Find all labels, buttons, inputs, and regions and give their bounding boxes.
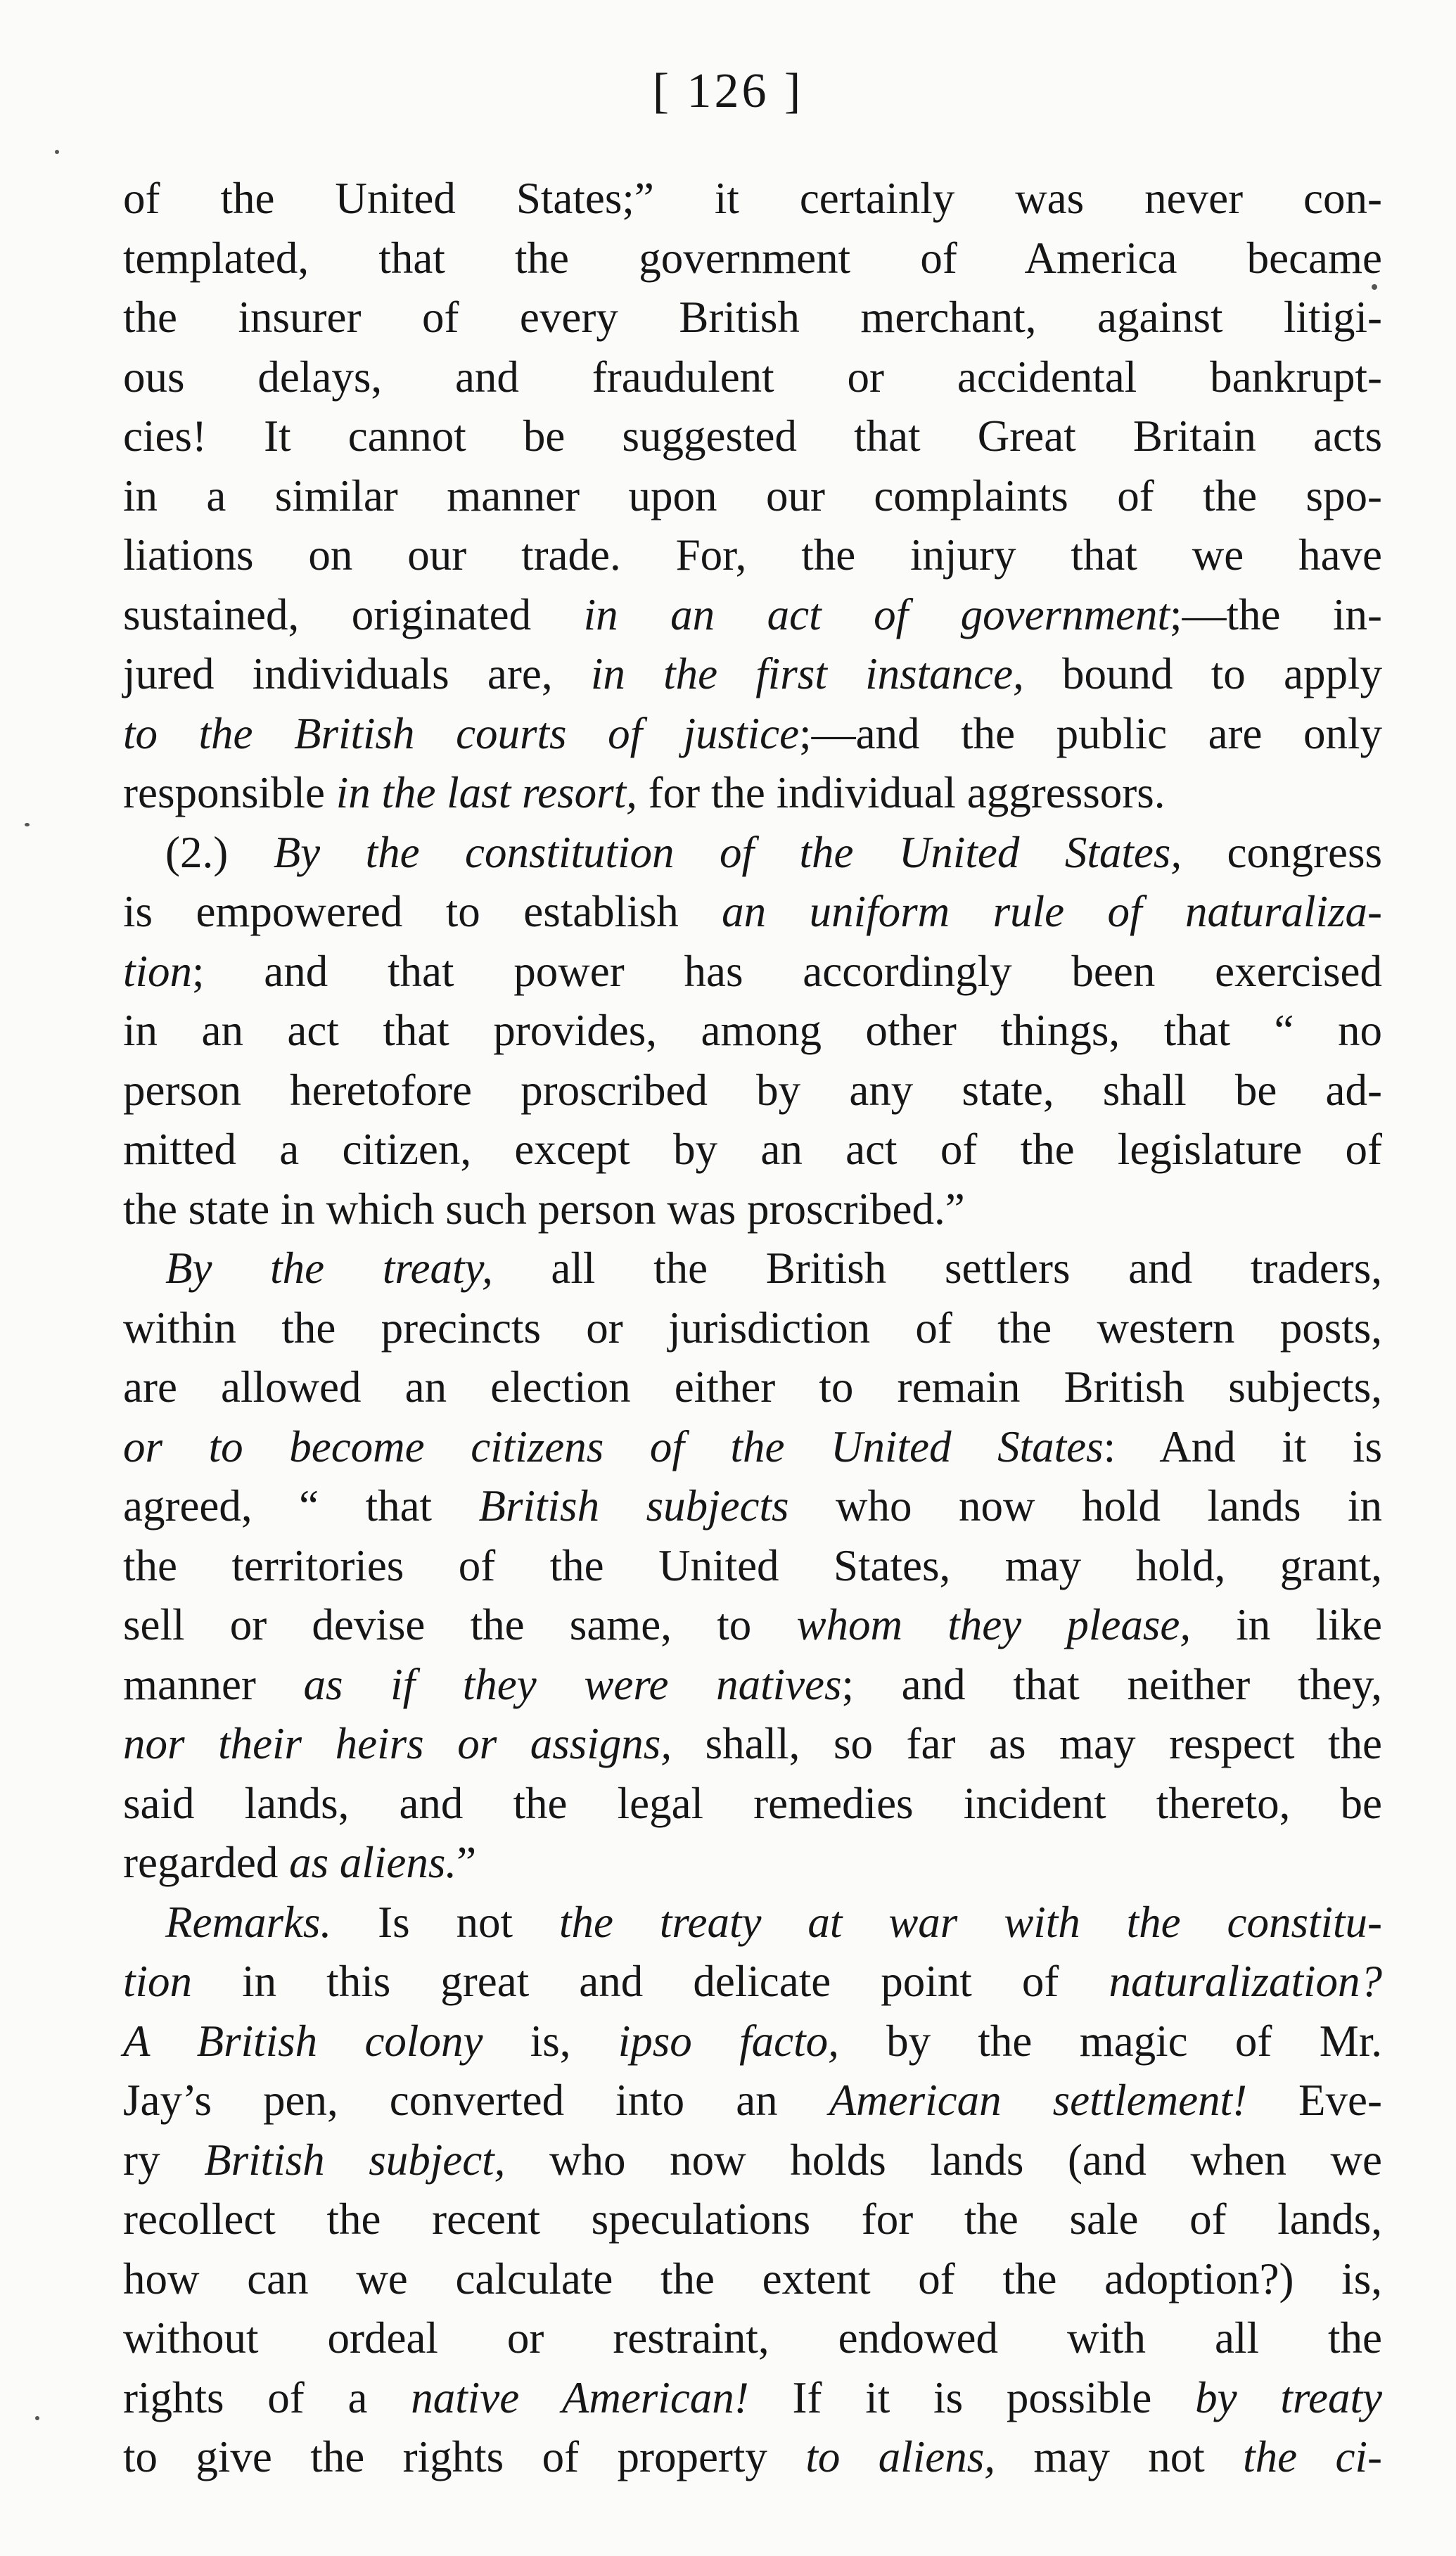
text-run: congress — [1182, 827, 1382, 877]
body-text — [123, 169, 1382, 2487]
text-run: ous delays, and fraudulent or accidental bankrupt- — [123, 352, 1382, 402]
text-run: in this great and delicate point of — [192, 1957, 1109, 2006]
italic-run: Remarks. — [165, 1897, 332, 1947]
italic-run: A British colony — [123, 2016, 483, 2066]
text-run: templated, that the government of America became — [123, 233, 1382, 283]
text-run: are allowed an election either to remain British subjects, — [123, 1362, 1382, 1412]
text-line — [123, 1298, 1382, 1358]
text-line — [123, 2012, 1382, 2071]
italic-run: in an act of government — [583, 589, 1170, 639]
text-line — [123, 525, 1382, 585]
text-run: manner — [123, 1659, 304, 1709]
italic-run: by treaty — [1195, 2372, 1382, 2422]
text-run: without ordeal or restraint, endowed with all the — [123, 2313, 1382, 2363]
print-speck — [25, 823, 30, 826]
italic-run: naturalization? — [1109, 1957, 1382, 2006]
text-run: : And it is — [1103, 1421, 1382, 1471]
italic-run: or to become citizens of the United States — [123, 1421, 1104, 1471]
text-run: ;—and the public are only — [799, 708, 1383, 758]
text-line — [123, 942, 1382, 1002]
text-run: person heretofore proscribed by any state, shall be ad- — [123, 1065, 1382, 1115]
text-run: bound to apply — [1023, 649, 1382, 698]
text-line — [123, 823, 1382, 883]
text-line — [123, 1893, 1382, 1953]
text-run: the insurer of every British merchant, against litigi- — [123, 293, 1382, 342]
text-line — [123, 1714, 1382, 1774]
italic-run: to the British courts of justice — [123, 708, 800, 758]
page-number: [ 126 ] — [652, 64, 804, 118]
text-run: rights of a — [123, 2372, 411, 2422]
text-run: who now holds lands (and when we — [505, 2135, 1383, 2185]
text-line — [123, 1357, 1382, 1417]
text-run: (2.) — [165, 827, 274, 877]
text-run: sell or devise the same, to — [123, 1600, 797, 1649]
italic-run: By the constitution of the United States, — [273, 827, 1182, 877]
italic-run: British subjects — [478, 1481, 789, 1531]
text-line — [123, 1595, 1382, 1655]
text-run: shall, so far as may respect the — [672, 1719, 1382, 1768]
text-line — [123, 1120, 1382, 1180]
text-run: sustained, originated — [123, 589, 584, 639]
text-line — [123, 347, 1382, 407]
text-run: ; and that neither they, — [841, 1659, 1382, 1709]
text-line — [123, 2308, 1382, 2368]
text-run: in like — [1191, 1600, 1383, 1649]
italic-run: tion — [123, 1957, 193, 2006]
text-line — [123, 407, 1382, 466]
text-line — [123, 2249, 1382, 2309]
italic-run: in the last resort, — [336, 768, 637, 817]
italic-run: as if they were natives — [303, 1659, 842, 1709]
italic-run: British subject, — [204, 2135, 506, 2185]
text-run: cies! It cannot be suggested that Great Britain acts — [123, 411, 1382, 461]
italic-run: whom they please, — [796, 1600, 1192, 1649]
text-run: to give the rights of property — [123, 2432, 806, 2481]
text-run: by the magic of Mr. — [838, 2016, 1382, 2066]
italic-run: American settlement! — [829, 2076, 1248, 2125]
text-line — [123, 1655, 1382, 1715]
text-run: agreed, “ that — [123, 1481, 479, 1531]
text-run: regarded — [123, 1838, 290, 1887]
text-run: is, — [483, 2016, 618, 2066]
text-line — [123, 1001, 1382, 1061]
print-speck — [1372, 284, 1377, 290]
text-line — [123, 169, 1382, 229]
text-run: Jay’s pen, converted into an — [123, 2076, 829, 2125]
text-line — [123, 644, 1382, 704]
italic-run: tion — [123, 946, 193, 996]
text-run: ” — [456, 1838, 477, 1887]
text-run: all the British settlers and traders, — [492, 1244, 1383, 1293]
italic-run: nor their heirs or assigns, — [123, 1719, 672, 1768]
text-line — [123, 1476, 1382, 1536]
text-run: mitted a citizen, except by an act of the legislature of — [123, 1125, 1382, 1174]
text-run: the territories of the United States, may hold, grant, — [123, 1540, 1382, 1590]
text-run: how can we calculate the extent of the adoption?) is, — [123, 2254, 1382, 2303]
text-line — [123, 1180, 1382, 1239]
italic-run: the ci- — [1243, 2432, 1382, 2481]
text-line — [123, 1061, 1382, 1120]
italic-run: By the treaty, — [165, 1244, 493, 1293]
text-run: said lands, and the legal remedies incident thereto, be — [123, 1778, 1382, 1828]
text-line — [123, 2071, 1382, 2130]
text-run: responsible — [123, 768, 336, 817]
text-line — [123, 1536, 1382, 1596]
text-run: may not — [995, 2432, 1244, 2481]
text-run: ;—the in- — [1170, 589, 1382, 639]
text-line — [123, 1417, 1382, 1477]
text-line — [123, 2368, 1382, 2428]
text-run: liations on our trade. For, the injury that we have — [123, 530, 1382, 580]
text-run: the state in which such person was proscribed.” — [123, 1184, 965, 1234]
italic-run: native American! — [411, 2372, 749, 2422]
text-run: ; and that power has accordingly been exercised — [192, 946, 1382, 996]
text-line — [123, 704, 1382, 764]
text-line — [123, 1952, 1382, 2012]
text-line — [123, 1833, 1382, 1893]
text-run: Is not — [331, 1897, 559, 1947]
text-run: recollect the recent speculations for the sale of lands, — [123, 2194, 1382, 2244]
text-line — [123, 229, 1382, 288]
text-run: If it is possible — [748, 2372, 1196, 2422]
text-run: in an act that provides, among other things, that “ no — [123, 1006, 1382, 1055]
text-run: within the precincts or jurisdiction of the western posts, — [123, 1303, 1382, 1353]
text-line — [123, 1239, 1382, 1298]
print-speck — [55, 150, 59, 154]
text-run: is empowered to establish — [123, 887, 722, 936]
text-run: for the individual aggressors. — [637, 768, 1166, 817]
italic-run: an uniform rule of naturaliza- — [722, 887, 1382, 936]
italic-run: to aliens, — [805, 2432, 995, 2481]
text-run: Eve- — [1247, 2076, 1382, 2125]
print-speck — [35, 2416, 39, 2420]
text-line — [123, 288, 1382, 347]
text-line — [123, 1774, 1382, 1834]
text-line — [123, 882, 1382, 942]
text-line — [123, 2130, 1382, 2190]
text-run: ry — [123, 2135, 205, 2185]
italic-run: as aliens. — [289, 1838, 457, 1887]
italic-run: the treaty at war with the constitu- — [558, 1897, 1382, 1947]
text-run: jured individuals are, — [123, 649, 591, 698]
text-run: of the United States;” it certainly was never con- — [123, 174, 1382, 223]
text-line — [123, 2190, 1382, 2249]
text-run: in a similar manner upon our complaints of the spo- — [123, 471, 1382, 520]
text-line — [123, 585, 1382, 645]
text-run: who now hold lands in — [788, 1481, 1383, 1531]
italic-run: in the first instance, — [590, 649, 1024, 698]
italic-run: ipso facto, — [618, 2016, 839, 2066]
text-line — [123, 763, 1382, 823]
text-line — [123, 466, 1382, 526]
text-line — [123, 2427, 1382, 2487]
